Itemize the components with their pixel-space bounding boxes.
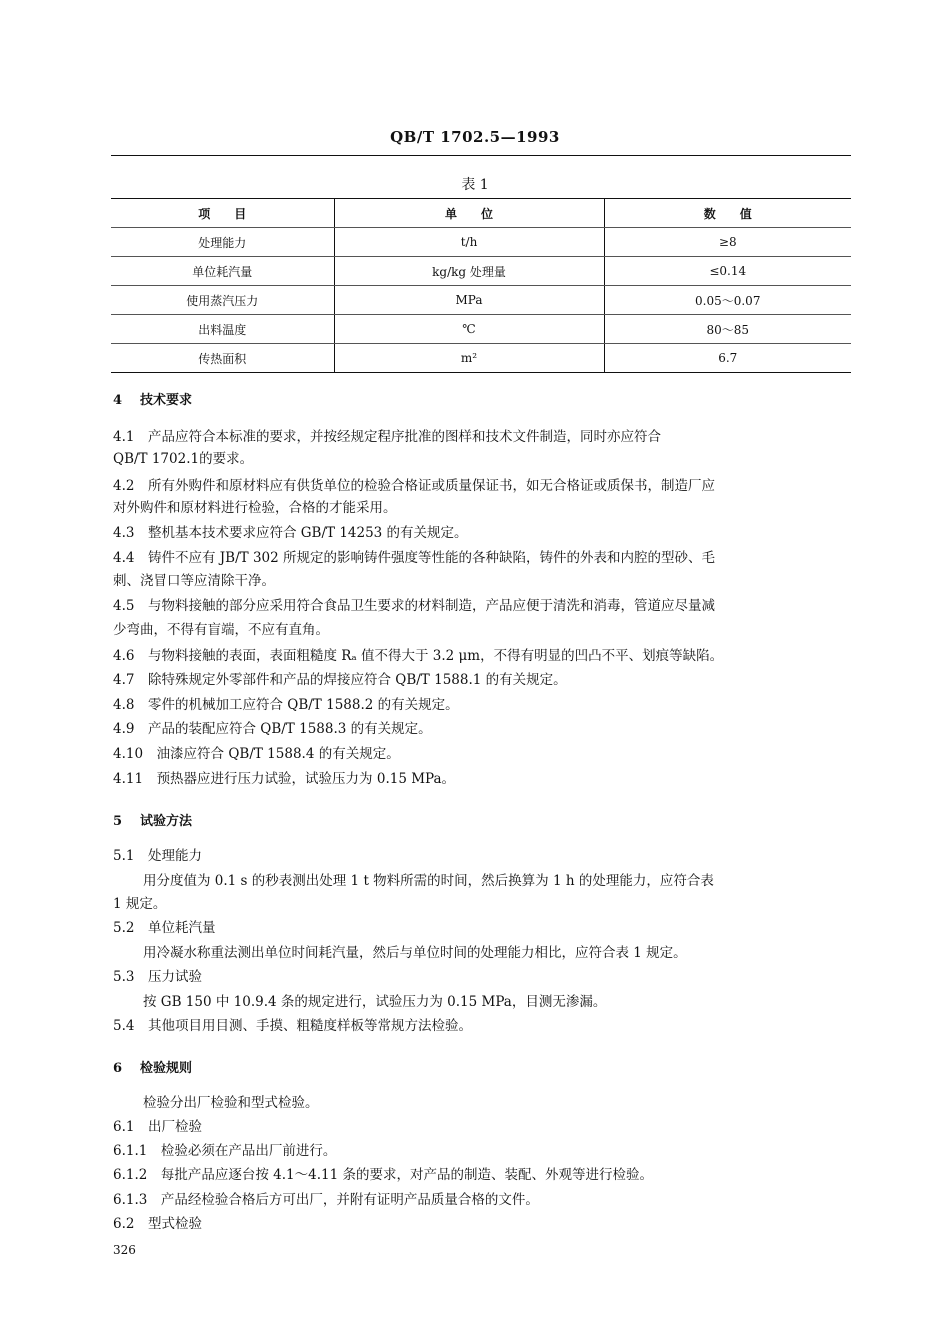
clause-continuation: 少弯曲，不得有盲端，不应有直角。 bbox=[113, 622, 329, 638]
clause-6-1-1: 6.1.1 检验必须在产品出厂前进行。 bbox=[113, 1143, 337, 1159]
cell-unit: kg/kg 处理量 bbox=[334, 257, 604, 286]
clause-text: 产品应符合本标准的要求，并按经规定程序批准的图样和技术文件制造，同时亦应符合 bbox=[147, 429, 661, 445]
cell-value: ≥8 bbox=[604, 228, 851, 257]
table-row bbox=[111, 257, 851, 286]
clause-5-4: 5.4 其他项目用目测、手摸、粗糙度样板等常规方法检验。 bbox=[113, 1018, 472, 1034]
spec-table bbox=[111, 198, 851, 373]
col-header-unit: 单 位 bbox=[334, 199, 604, 228]
cell-item: 处理能力 bbox=[111, 228, 334, 257]
header-rule bbox=[111, 155, 851, 156]
clause-4-7 bbox=[113, 672, 853, 690]
clause-4-4 bbox=[113, 550, 853, 568]
clause-text: 零件的机械加工应符合 QB/T 1588.2 的有关规定。 bbox=[147, 697, 459, 713]
clause-4-2 bbox=[113, 478, 853, 496]
clause-5-2-heading: 5.2 单位耗汽量 bbox=[113, 920, 216, 936]
clause-4-5 bbox=[113, 598, 853, 616]
clause-continuation: 1 规定。 bbox=[113, 896, 167, 912]
table-header-row bbox=[111, 199, 851, 228]
clause-number: 4.7 bbox=[113, 672, 135, 688]
clause-text: 预热器应进行压力试验，试验压力为 0.15 MPa。 bbox=[156, 771, 456, 787]
col-header-value: 数 值 bbox=[604, 199, 851, 228]
table-row bbox=[111, 286, 851, 315]
cell-unit: t/h bbox=[334, 228, 604, 257]
page-header: QB/T 1702.5—1993 bbox=[390, 128, 560, 146]
table-row bbox=[111, 344, 851, 373]
clause-number: 4.3 bbox=[113, 525, 135, 541]
clause-4-6 bbox=[113, 648, 853, 666]
table-caption: 表 1 bbox=[461, 177, 489, 193]
clause-6-1-2: 6.1.2 每批产品应逐台按 4.1～4.11 条的要求，对产品的制造、装配、外观等进行检验。 bbox=[113, 1167, 653, 1183]
clause-number: 4.4 bbox=[113, 550, 135, 566]
clause-6-1-heading: 6.1 出厂检验 bbox=[113, 1119, 202, 1135]
clause-number: 4.2 bbox=[113, 478, 135, 494]
clause-continuation: 刺、浇冒口等应清除干净。 bbox=[113, 573, 275, 589]
clause-6-1-3: 6.1.3 产品经检验合格后方可出厂，并附有证明产品质量合格的文件。 bbox=[113, 1192, 539, 1208]
page-number: 326 bbox=[113, 1243, 136, 1257]
cell-unit: m² bbox=[334, 344, 604, 373]
clause-text: 除特殊规定外零部件和产品的焊接应符合 QB/T 1588.1 的有关规定。 bbox=[147, 672, 567, 688]
clause-5-3-text: 按 GB 150 中 10.9.4 条的规定进行，试验压力为 0.15 MPa，目测无渗漏。 bbox=[143, 994, 607, 1010]
clause-number: 4.11 bbox=[113, 771, 144, 787]
section-number: 5 bbox=[113, 814, 123, 829]
section-number: 6 bbox=[113, 1061, 123, 1076]
section-title: 检验规则 bbox=[140, 1061, 193, 1076]
clause-number: 4.9 bbox=[113, 721, 135, 737]
table-row bbox=[111, 315, 851, 344]
col-header-item: 项 目 bbox=[111, 199, 334, 228]
clause-4-8 bbox=[113, 697, 853, 715]
clause-5-1-heading: 5.1 处理能力 bbox=[113, 848, 202, 864]
clause-4-9 bbox=[113, 721, 853, 739]
clause-text: 整机基本技术要求应符合 GB/T 14253 的有关规定。 bbox=[147, 525, 468, 541]
section-number: 4 bbox=[113, 393, 123, 408]
clause-number: 4.5 bbox=[113, 598, 135, 614]
clause-continuation: QB/T 1702.1的要求。 bbox=[113, 451, 254, 467]
clause-4-1 bbox=[113, 429, 853, 447]
cell-value: 0.05～0.07 bbox=[604, 286, 851, 315]
section-6-heading bbox=[113, 1057, 192, 1076]
section-title: 技术要求 bbox=[140, 393, 193, 408]
section-5-heading bbox=[113, 810, 192, 829]
clause-5-3-heading: 5.3 压力试验 bbox=[113, 969, 202, 985]
section-title: 试验方法 bbox=[140, 814, 193, 829]
clause-text: 产品的装配应符合 QB/T 1588.3 的有关规定。 bbox=[147, 721, 432, 737]
clause-5-1-text: 用分度值为 0.1 s 的秒表测出处理 1 t 物料所需的时间，然后换算为 1 h 的处理能力，应符合表 bbox=[143, 873, 714, 889]
clause-text: 油漆应符合 QB/T 1588.4 的有关规定。 bbox=[156, 746, 400, 762]
cell-item: 使用蒸汽压力 bbox=[111, 286, 334, 315]
clause-4-3 bbox=[113, 525, 853, 543]
clause-number: 4.1 bbox=[113, 429, 135, 445]
cell-unit: MPa bbox=[334, 286, 604, 315]
clause-4-11 bbox=[113, 771, 853, 789]
cell-value: 6.7 bbox=[604, 344, 851, 373]
clause-text: 与物料接触的部分应采用符合食品卫生要求的材料制造，产品应便于清洗和消毒，管道应尽量减 bbox=[147, 598, 715, 614]
clause-number: 4.10 bbox=[113, 746, 144, 762]
clause-number: 4.6 bbox=[113, 648, 135, 664]
clause-text: 与物料接触的表面，表面粗糙度 Rₐ 值不得大于 3.2 μm，不得有明显的凹凸不平、划痕等缺陷。 bbox=[147, 648, 724, 664]
clause-text: 所有外购件和原材料应有供货单位的检验合格证或质量保证书，如无合格证或质保书，制造厂应 bbox=[147, 478, 715, 494]
clause-continuation: 对外购件和原材料进行检验，合格的才能采用。 bbox=[113, 500, 397, 516]
cell-value: 80～85 bbox=[604, 315, 851, 344]
cell-item: 单位耗汽量 bbox=[111, 257, 334, 286]
cell-value: ≤0.14 bbox=[604, 257, 851, 286]
cell-item: 传热面积 bbox=[111, 344, 334, 373]
cell-item: 出料温度 bbox=[111, 315, 334, 344]
section-6-intro: 检验分出厂检验和型式检验。 bbox=[143, 1095, 319, 1111]
clause-5-2-text: 用冷凝水称重法测出单位时间耗汽量，然后与单位时间的处理能力相比，应符合表 1 规定。 bbox=[143, 945, 687, 961]
table-row bbox=[111, 228, 851, 257]
clause-4-10 bbox=[113, 746, 853, 764]
clause-6-2-heading: 6.2 型式检验 bbox=[113, 1216, 202, 1232]
clause-text: 铸件不应有 JB/T 302 所规定的影响铸件强度等性能的各种缺陷，铸件的外表和内腔的型砂、毛 bbox=[147, 550, 716, 566]
cell-unit: ℃ bbox=[334, 315, 604, 344]
section-4-heading bbox=[113, 389, 192, 408]
clause-number: 4.8 bbox=[113, 697, 135, 713]
